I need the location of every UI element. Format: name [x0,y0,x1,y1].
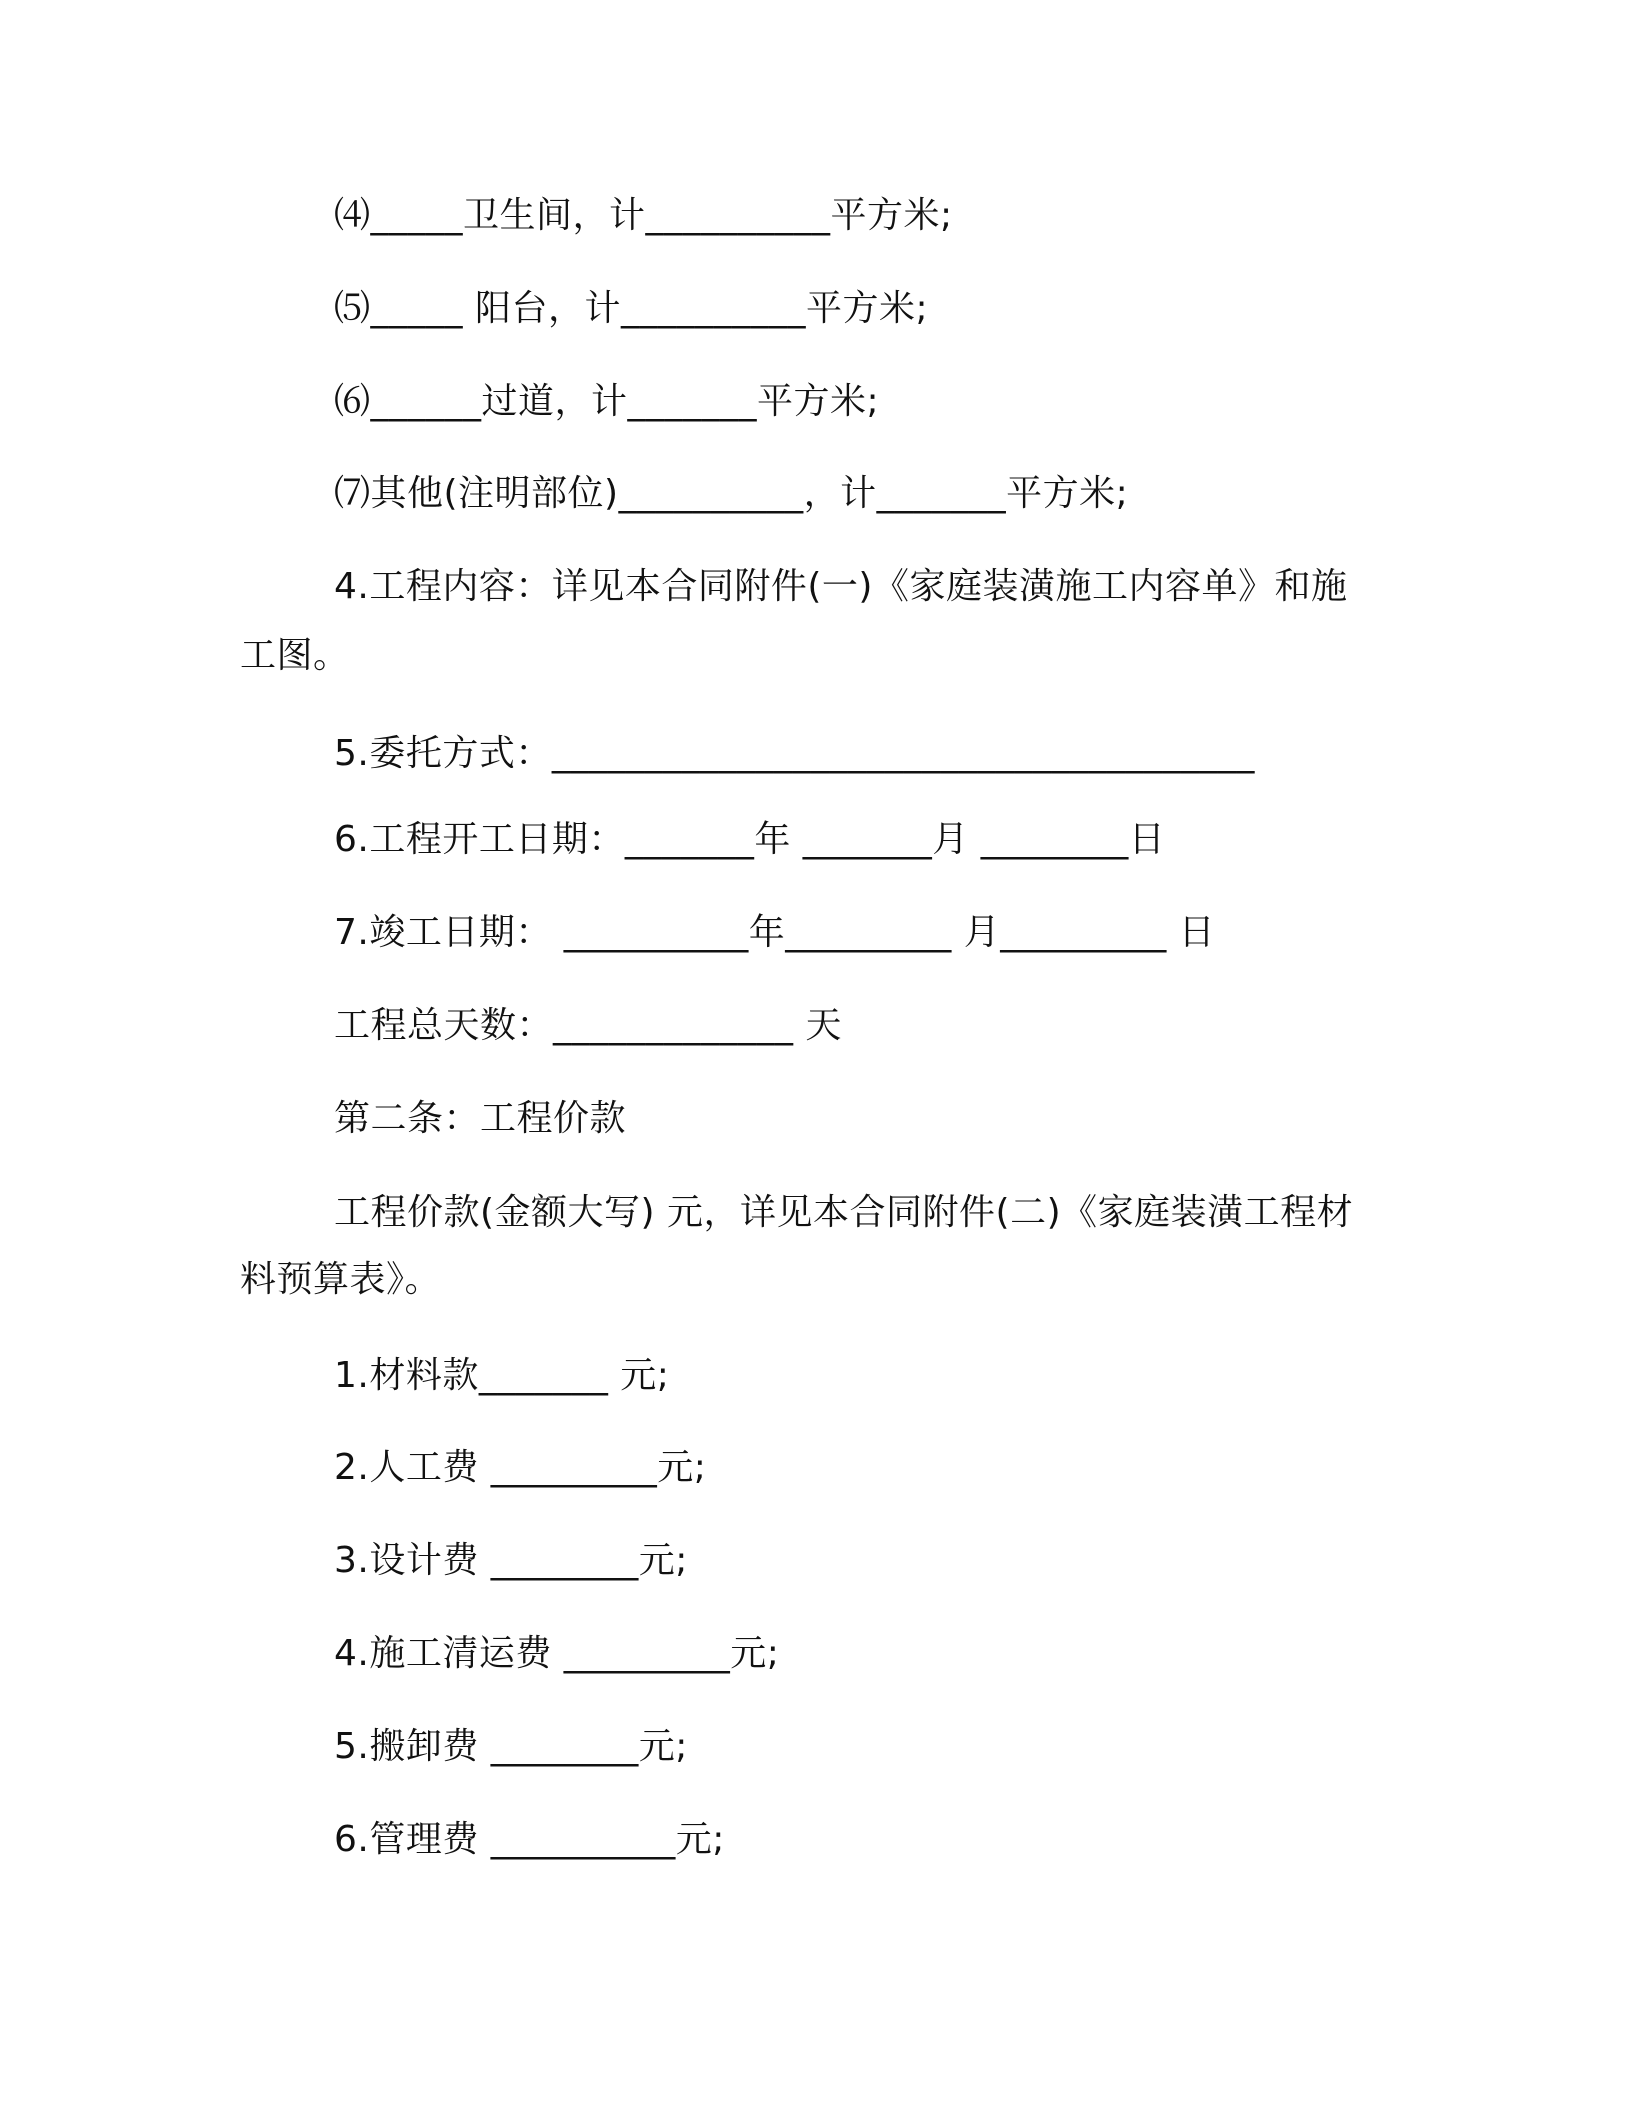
area-item-balcony: ⑸_____ 阳台，计__________平方米; [334,288,929,329]
price-line-2: 料预算表》。 [240,1259,442,1300]
fee-item-labor: 2.人工费 _________元; [334,1447,707,1488]
area-item-bathroom: ⑷_____卫生间，计__________平方米; [334,195,953,236]
commission-method: 5.委托方式：______________________________________ [334,733,1255,774]
total-days: 工程总天数：_____________ 天 [334,1005,842,1046]
fee-item-management: 6.管理费 __________元; [334,1819,725,1860]
price-line-1: 工程价款(金额大写) 元，详见本合同附件(二)《家庭装潢工程材 [334,1192,1354,1233]
area-item-corridor: ⑹______过道，计_______平方米; [334,381,880,422]
fee-item-design: 3.设计费 ________元; [334,1540,688,1581]
fee-item-cleanup: 4.施工清运费 _________元; [334,1633,780,1674]
area-item-other: ⑺其他(注明部位)__________，计_______平方米; [334,473,1129,514]
start-date: 6.工程开工日期：_______年 _______月 ________日 [334,819,1166,860]
fee-item-materials: 1.材料款_______ 元; [334,1355,670,1396]
work-content-line-1: 4.工程内容：详见本合同附件(一)《家庭装潢施工内容单》和施 [334,566,1348,607]
article-two-heading: 第二条：工程价款 [334,1098,627,1139]
completion-date: 7.竣工日期： __________年_________ 月_________ 日 [334,912,1216,953]
fee-item-moving: 5.搬卸费 ________元; [334,1726,688,1767]
work-content-line-2: 工图。 [240,635,350,676]
